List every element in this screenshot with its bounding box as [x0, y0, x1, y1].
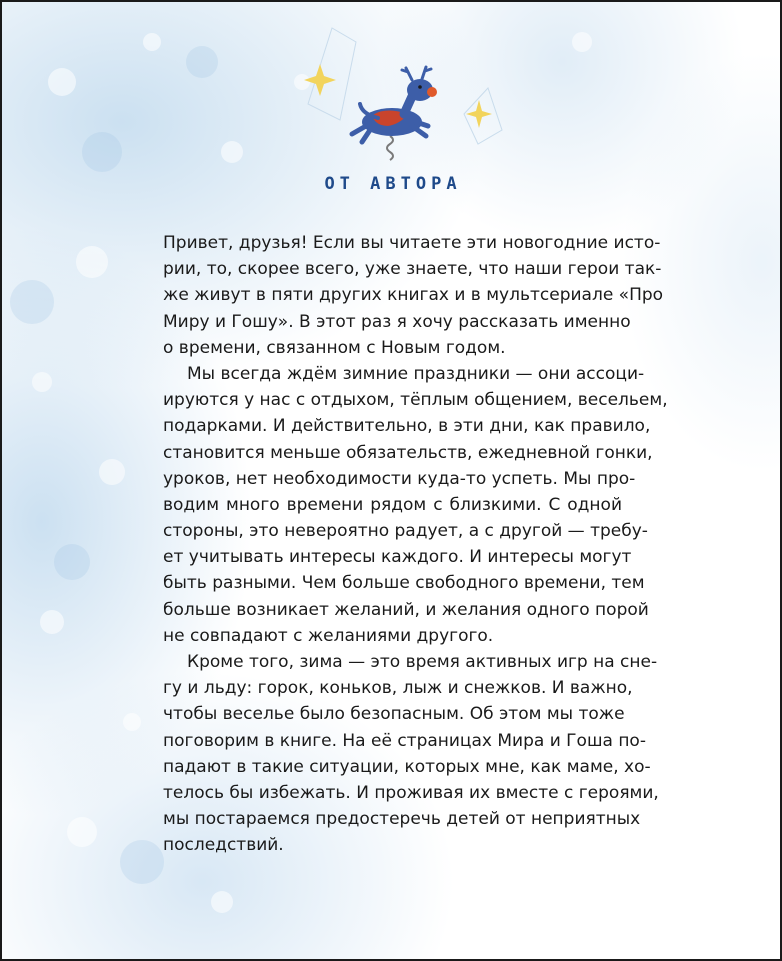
text-line: ет учитывать интересы каждого. И интересы могут — [163, 547, 632, 568]
text-line: падают в такие ситуации, которых мне, как маме, хо- — [163, 756, 651, 777]
sparkle-star-icon — [304, 64, 336, 96]
text-line: больше возникает желаний, и желания одного порой — [163, 599, 649, 620]
text-line: о времени, связанном с Новым годом. — [163, 337, 506, 358]
paragraph-3 — [163, 649, 659, 859]
text-line: не совпадают с желаниями другого. — [163, 625, 494, 646]
text-line: становится меньше обязательств, ежедневной гонки, — [163, 442, 653, 463]
paragraph-1 — [163, 230, 664, 361]
text-line: стороны, это невероятно радует, а с другой — требу- — [163, 521, 648, 542]
reindeer-on-spring-icon — [352, 67, 437, 160]
text-line: чтобы веселье было безопасным. Об этом мы тоже — [163, 704, 625, 725]
text-line: Кроме того, зима — это время активных игр на сне- — [187, 652, 658, 672]
text-line: последствий. — [163, 835, 284, 856]
text-line: подарками. И действительно, в эти дни, как правило, — [163, 416, 651, 437]
text-line: ируются у нас с отдыхом, тёплым общением, весельем, — [163, 390, 668, 411]
text-line: Миру и Гошу». В этот раз я хочу рассказать именно — [163, 311, 631, 332]
paragraph-2 — [163, 361, 668, 649]
text-line: Привет, друзья! Если вы читаете эти новогодние исто- — [163, 233, 661, 253]
text-line: телось бы избежать. И проживая их вместе с героями, — [163, 782, 659, 803]
text-line: быть разными. Чем больше свободного времени, тем — [163, 573, 645, 594]
article-body — [163, 230, 668, 859]
text-line: мы постараемся предостеречь детей от неприятных — [163, 809, 641, 830]
section-title: ОТ АВТОРА — [324, 174, 462, 194]
text-line: Мы всегда ждём зимние праздники — они ассоци- — [187, 363, 645, 384]
text-line: водим много времени рядом с близкими. С одной — [163, 494, 622, 515]
text-line: рии, то, скорее всего, уже знаете, что наши герои так- — [163, 259, 662, 280]
text-line: же живут в пяти других книгах и в мультсериале «Про — [163, 285, 664, 306]
sparkle-star-icon — [466, 100, 492, 128]
text-line: гу и льду: горок, коньков, лыж и снежков. И важно, — [163, 678, 633, 699]
text-line: поговорим в книге. На её страницах Мира и Гоша по- — [163, 730, 646, 751]
text-line: уроков, нет необходимости куда-то успеть. Мы про- — [163, 468, 636, 489]
reindeer-illustration — [292, 22, 512, 172]
